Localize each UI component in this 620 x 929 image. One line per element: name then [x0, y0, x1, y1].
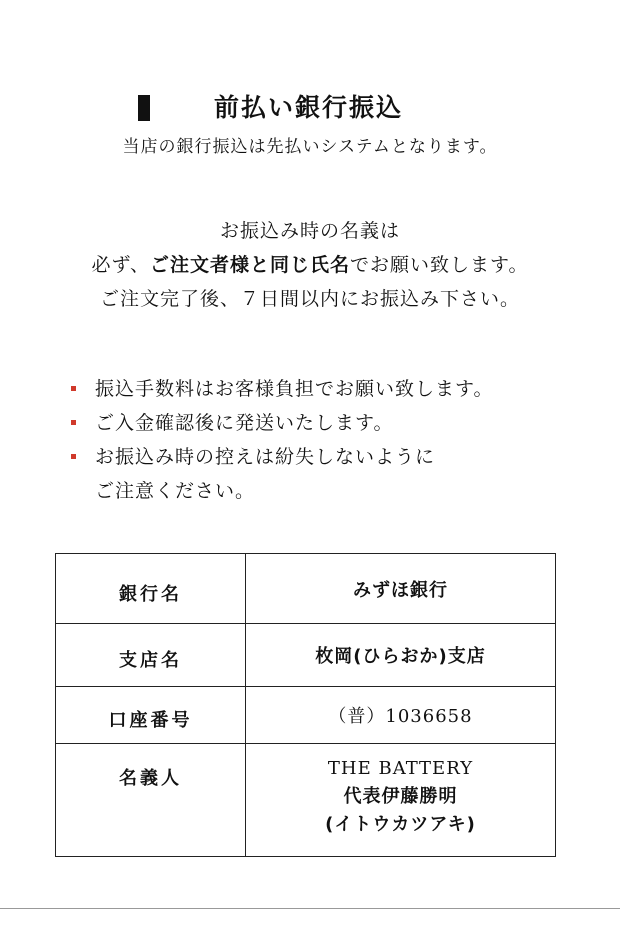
note-text: 振込手数料はお客様負担でお願い致します。	[95, 378, 494, 400]
bullet-square-icon	[71, 420, 76, 425]
notes-list	[68, 372, 588, 508]
note-text: ご入金確認後に発送いたします。	[95, 412, 394, 434]
notice-line-2-suffix: でお願い致します。	[350, 254, 529, 276]
table-row	[56, 744, 556, 857]
bank-name-value: みずほ銀行	[246, 554, 556, 624]
list-item	[68, 406, 588, 440]
section-heading	[0, 88, 620, 128]
notice-block	[0, 214, 620, 316]
account-holder-kana: (イトウカツアキ)	[325, 814, 476, 835]
bank-account-table	[55, 553, 556, 857]
bottom-divider	[0, 908, 620, 909]
notice-line-1: お振込み時の名義は	[219, 220, 400, 242]
table-row	[56, 687, 556, 744]
account-number-value: （普）1036658	[246, 687, 556, 744]
notice-line-2	[0, 248, 620, 282]
account-holder-company: THE BATTERY	[327, 758, 474, 779]
account-holder-representative: 代表伊藤勝明	[343, 786, 458, 807]
account-holder-value	[246, 744, 556, 857]
account-number-label: 口座番号	[56, 687, 246, 744]
note-text-continued: ご注意ください。	[95, 480, 256, 502]
bullet-square-icon	[71, 386, 76, 391]
list-item	[68, 372, 588, 406]
notice-line-3: ご注文完了後、７日間以内にお振込み下さい。	[99, 288, 520, 310]
table-row	[56, 554, 556, 624]
page-title: 前払い銀行振込	[214, 93, 404, 122]
page-subtitle: 当店の銀行振込は先払いシステムとなります。	[122, 137, 498, 157]
note-text: お振込み時の控えは紛失しないように	[95, 446, 436, 468]
heading-marker	[138, 95, 150, 121]
bank-name-label: 銀行名	[56, 554, 246, 624]
account-holder-label: 名義人	[56, 744, 246, 857]
bullet-square-icon	[71, 454, 76, 459]
list-item	[68, 440, 588, 508]
branch-name-value: 枚岡(ひらおか)支店	[246, 624, 556, 687]
table-row	[56, 624, 556, 687]
branch-name-label: 支店名	[56, 624, 246, 687]
notice-line-2-emphasis: ご注文者様と同じ氏名	[149, 254, 350, 276]
notice-line-2-prefix: 必ず、	[91, 254, 150, 276]
